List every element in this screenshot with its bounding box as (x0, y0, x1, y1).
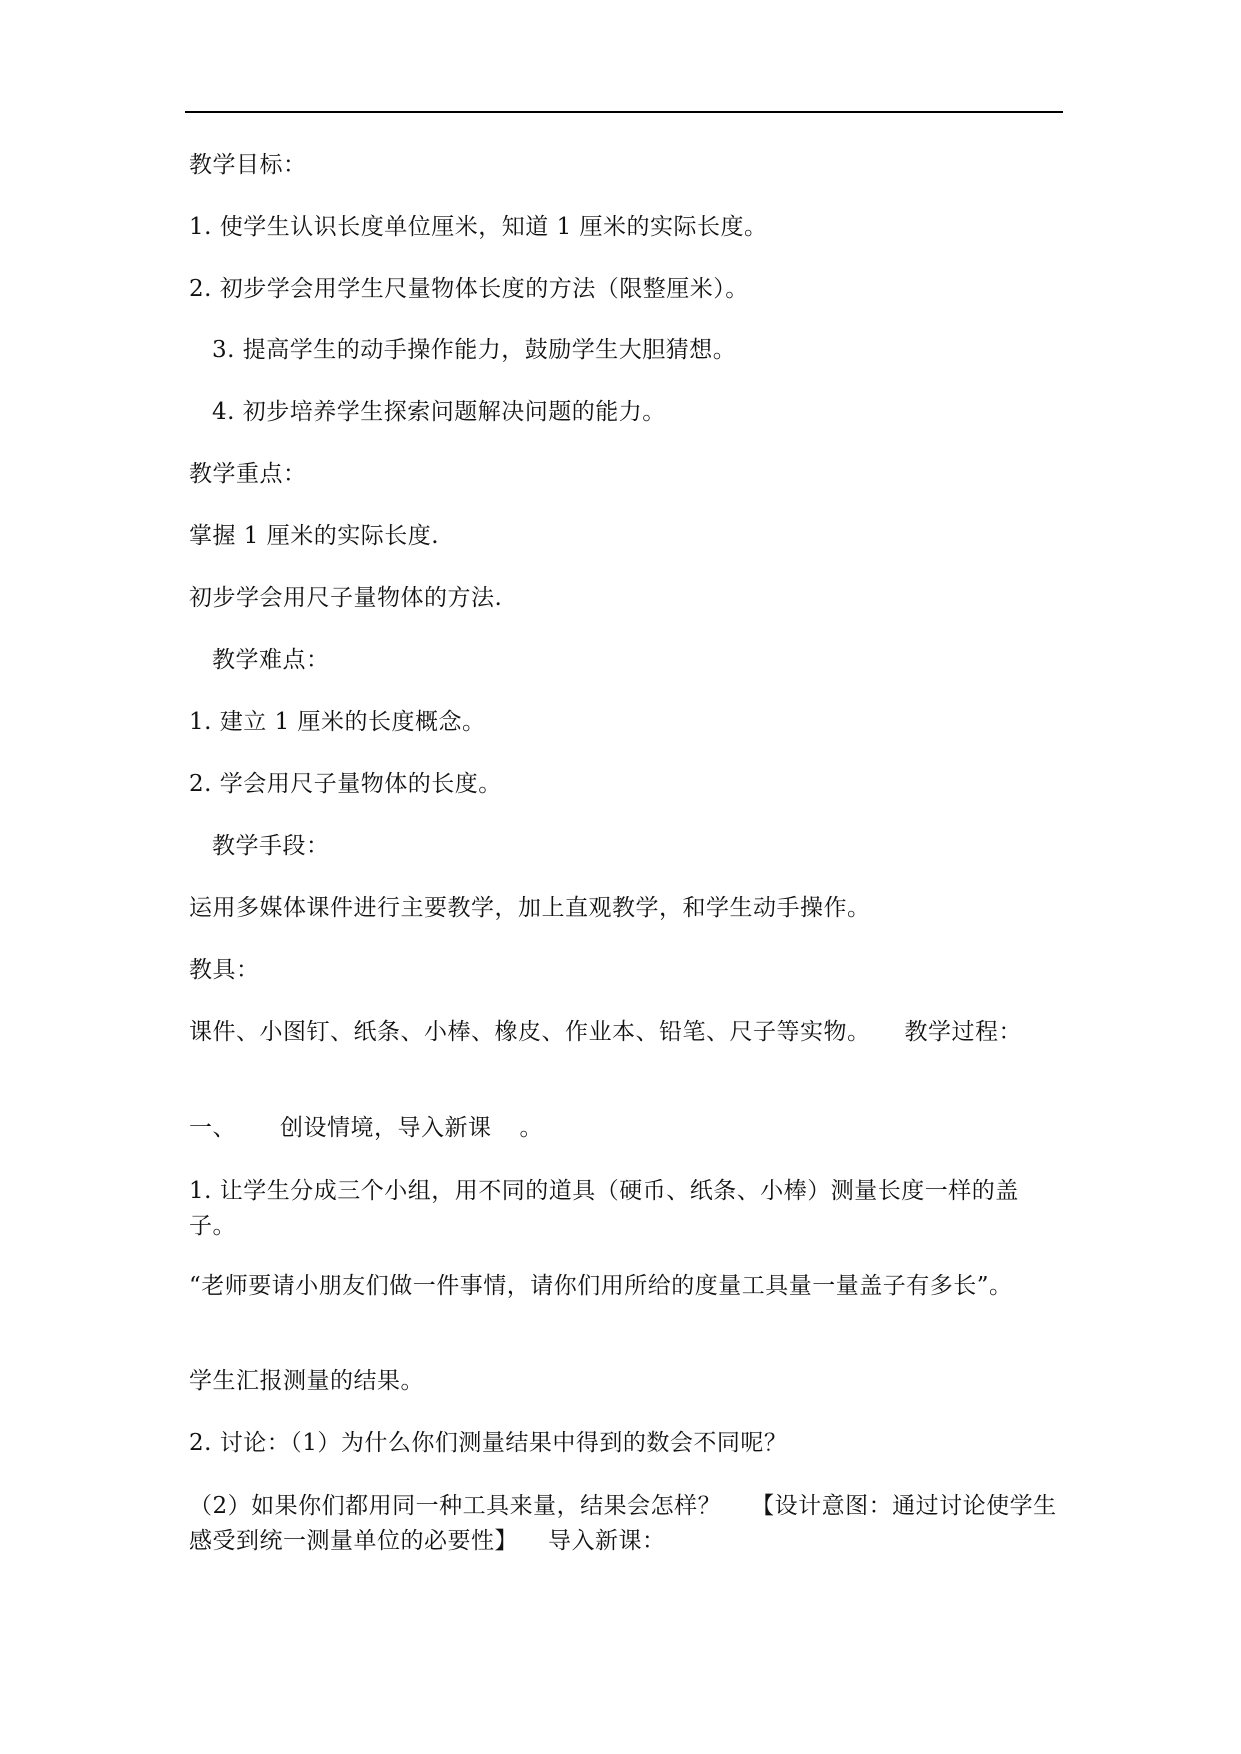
teaching-aids-line (189, 1016, 1061, 1049)
teaching-aids-text: 课件、小图钉、纸条、小棒、橡皮、作业本、铅笔、尺子等实物。 (189, 1019, 871, 1045)
section-one-number: 一、 (189, 1115, 236, 1141)
section-one-period: 。 (519, 1115, 543, 1141)
heading-difficulties: 教学难点： (212, 647, 330, 673)
student-report: 学生汇报测量的结果。 (189, 1368, 424, 1394)
difficulty-item-2: 2. 学会用尺子量物体的长度。 (189, 771, 502, 797)
heading-teaching-process: 教学过程： (904, 1019, 1022, 1045)
heading-key-points: 教学重点： (189, 461, 307, 487)
discussion-question-2 (189, 1489, 1061, 1559)
discussion-item: 2. 讨论：（1）为什么你们测量结果中得到的数会不同呢？ (189, 1430, 788, 1456)
heading-teaching-means: 教学手段： (212, 833, 330, 859)
design-intent: 【设计意图：通过讨论使学生感受到统一测量单位的必要性】 (189, 1493, 1057, 1554)
key-point-2: 初步学会用尺子量物体的方法. (189, 585, 503, 611)
teacher-quote: “老师要请小朋友们做一件事情，请你们用所给的度量工具量一量盖子有多长”。 (189, 1273, 1013, 1299)
goal-item-1: 1. 使学生认识长度单位厘米，知道 1 厘米的实际长度。 (189, 214, 768, 240)
teaching-means-text: 运用多媒体课件进行主要教学，加上直观教学，和学生动手操作。 (189, 895, 871, 921)
heading-teaching-goals: 教学目标： (189, 152, 307, 178)
goal-item-3: 3. 提高学生的动手操作能力，鼓励学生大胆猜想。 (212, 337, 737, 363)
goal-item-4: 4. 初步培养学生探索问题解决问题的能力。 (212, 399, 666, 425)
key-point-1: 掌握 1 厘米的实际长度. (189, 523, 440, 549)
intro-new-lesson: 导入新课： (548, 1528, 666, 1554)
heading-teaching-aids: 教具： (189, 957, 260, 983)
section-one-heading (189, 1112, 1061, 1145)
question-2-text: （2）如果你们都用同一种工具来量，结果会怎样？ (189, 1493, 722, 1519)
header-rule (185, 111, 1063, 113)
activity-item-1: 1. 让学生分成三个小组，用不同的道具（硬币、纸条、小棒）测量长度一样的盖子。 (189, 1178, 1019, 1239)
section-one-title: 创设情境，导入新课 (280, 1115, 492, 1141)
goal-item-2: 2. 初步学会用学生尺量物体长度的方法（限整厘米）。 (189, 276, 749, 302)
difficulty-item-1: 1. 建立 1 厘米的长度概念。 (189, 709, 486, 735)
